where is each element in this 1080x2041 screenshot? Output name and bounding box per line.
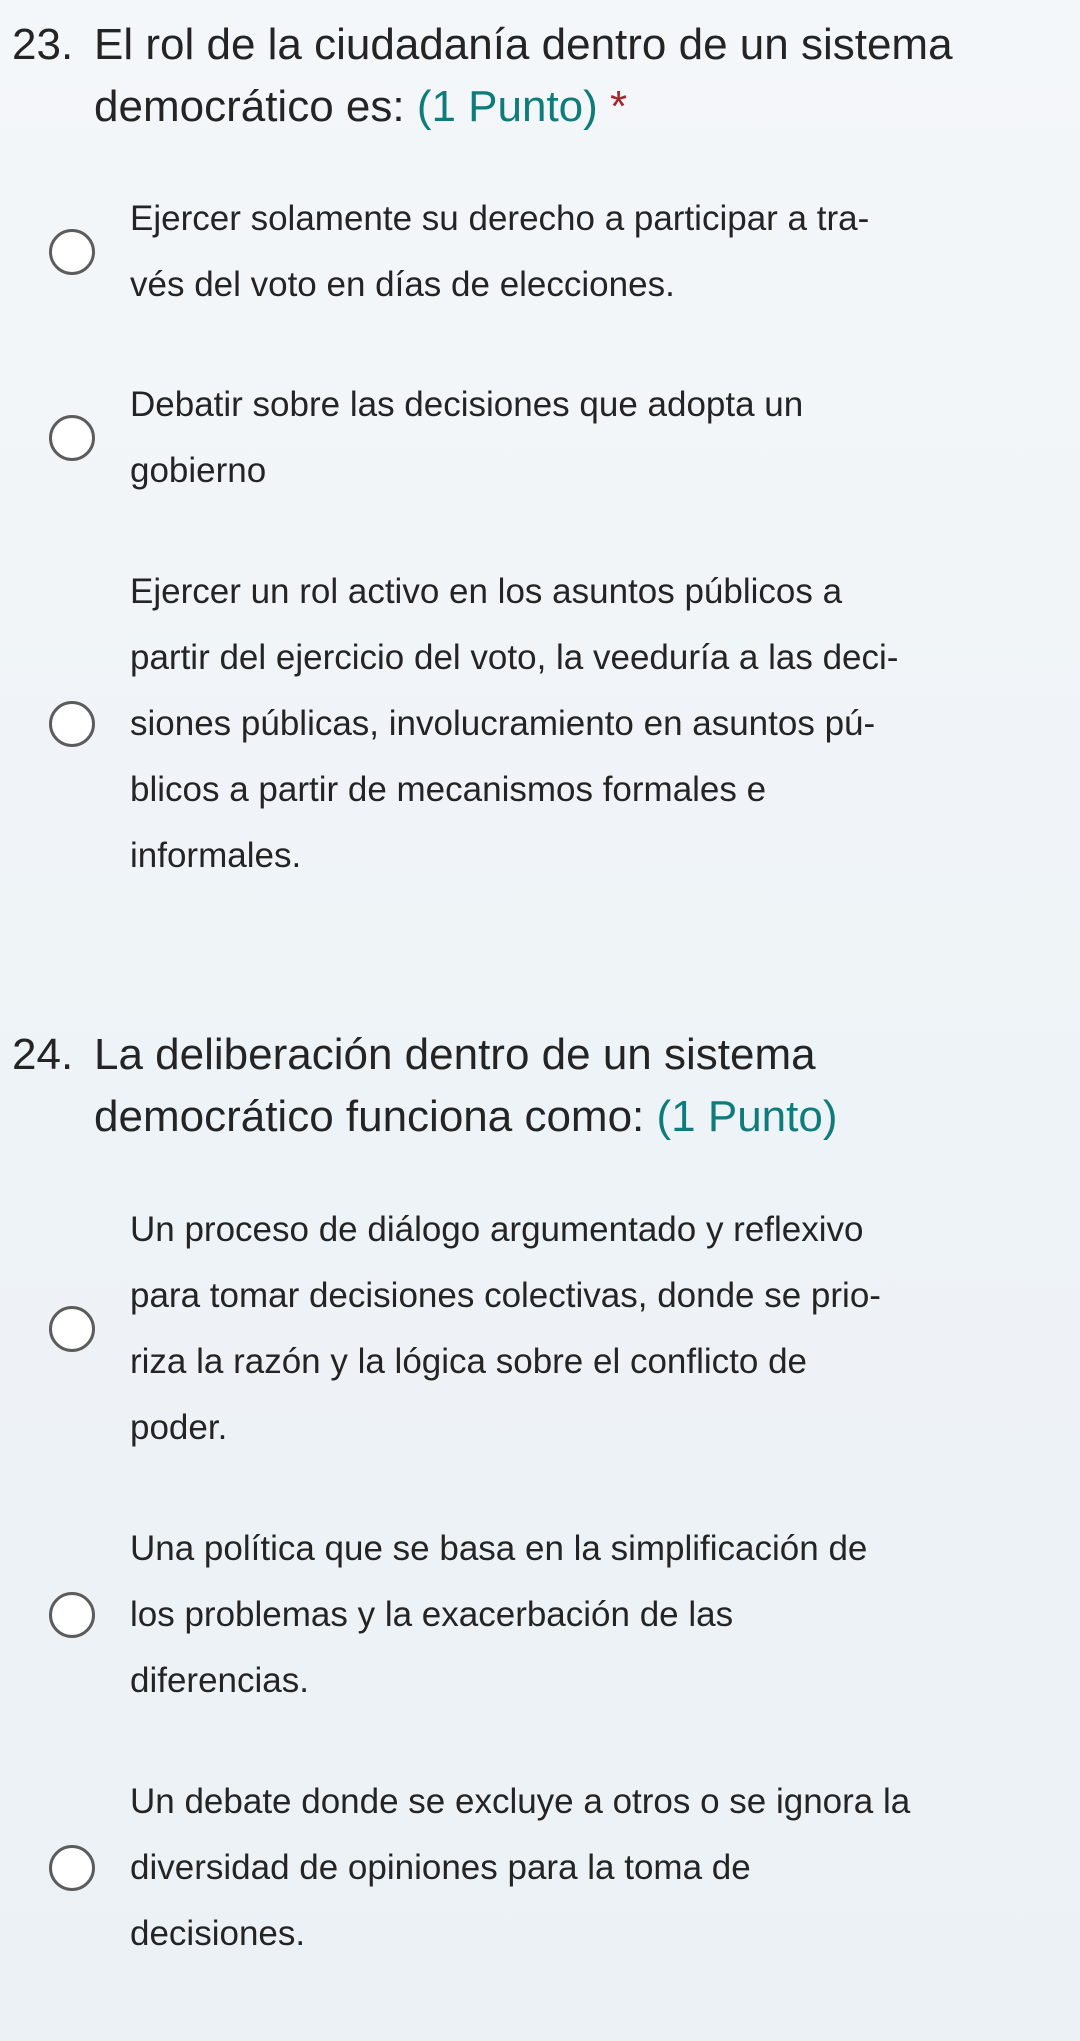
option-label-line: diversidad de opiniones para la toma de xyxy=(130,1848,751,1887)
option-label xyxy=(130,559,990,889)
option-label-line: vés del voto en días de elecciones. xyxy=(130,265,675,304)
option-label-line: Ejercer solamente su derecho a participar a tra- xyxy=(130,199,870,238)
question-points: (1 Punto) xyxy=(416,82,598,131)
option-label-line: Un debate donde se excluye a otros o se ignora la xyxy=(130,1782,911,1821)
radio-button[interactable] xyxy=(49,415,95,461)
option-label xyxy=(130,1516,990,1714)
required-asterisk: * xyxy=(610,82,628,131)
option-label-line: para tomar decisiones colectivas, donde se prio- xyxy=(130,1276,881,1315)
option-label xyxy=(130,1769,990,1967)
option-label xyxy=(130,1197,990,1461)
option-label-line: Ejercer un rol activo en los asuntos públicos a xyxy=(130,572,843,611)
option-24-c[interactable] xyxy=(0,1769,1080,1967)
option-label-line: los problemas y la exacerbación de las xyxy=(130,1595,734,1634)
option-label-line: riza la razón y la lógica sobre el conflicto de xyxy=(130,1342,808,1381)
option-24-a[interactable] xyxy=(0,1197,1080,1461)
option-label-line: blicos a partir de mecanismos formales e xyxy=(130,770,767,809)
radio-button[interactable] xyxy=(49,229,95,275)
radio-button[interactable] xyxy=(49,1306,95,1352)
radio-button[interactable] xyxy=(49,701,95,747)
option-label-line: Una política que se basa en la simplificación de xyxy=(130,1529,868,1568)
question-text xyxy=(94,14,1054,138)
option-23-b[interactable] xyxy=(0,372,1080,504)
question-text-line-1: La deliberación dentro de un sistema xyxy=(94,1030,816,1079)
question-text-line-2 xyxy=(94,76,1054,138)
question-points: (1 Punto) xyxy=(656,1092,838,1141)
radio-button[interactable] xyxy=(49,1845,95,1891)
option-label-line: partir del ejercicio del voto, la veeduría a las deci- xyxy=(130,638,899,677)
question-text-line-2-text: democrático funciona como: xyxy=(94,1092,645,1141)
option-label-line: informales. xyxy=(130,836,302,875)
option-label-line: decisiones. xyxy=(130,1914,306,1953)
radio-button[interactable] xyxy=(49,1592,95,1638)
option-label-line: gobierno xyxy=(130,451,267,490)
question-number: 23. xyxy=(12,20,74,69)
question-text-line-1: El rol de la ciudadanía dentro de un sistema xyxy=(94,20,953,69)
question-text xyxy=(94,1024,1054,1148)
option-label-line: Un proceso de diálogo argumentado y reflexivo xyxy=(130,1210,864,1249)
option-label-line: poder. xyxy=(130,1408,228,1447)
question-text-line-2-text: democrático es: xyxy=(94,82,405,131)
option-label xyxy=(130,372,990,504)
question-text-line-2 xyxy=(94,1086,1054,1148)
option-label xyxy=(130,186,990,318)
option-23-a[interactable] xyxy=(0,186,1080,318)
option-label-line: diferencias. xyxy=(130,1661,309,1700)
option-label-line: Debatir sobre las decisiones que adopta un xyxy=(130,385,804,424)
option-23-c[interactable] xyxy=(0,559,1080,889)
option-24-b[interactable] xyxy=(0,1516,1080,1714)
question-number: 24. xyxy=(12,1030,74,1079)
option-label-line: siones públicas, involucramiento en asuntos pú- xyxy=(130,704,876,743)
